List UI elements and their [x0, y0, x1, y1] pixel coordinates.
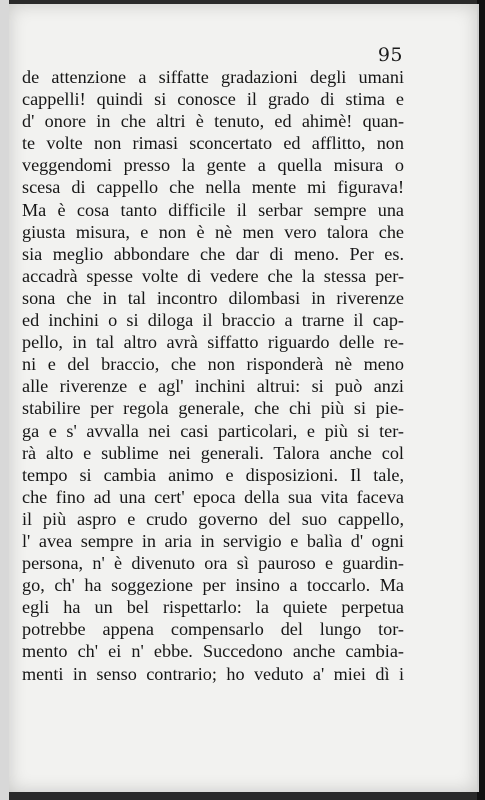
text-line: ed inchini o si diloga il braccio a trarne il cap-	[22, 310, 404, 331]
text-line: persona, n' è divenuto ora sì pauroso e guardin-	[22, 553, 404, 574]
text-line: sia meglio abbondare che dar di meno. Per es.	[22, 243, 404, 264]
text-line: scesa di cappello che nella mente mi figurava!	[22, 177, 404, 198]
text-line: menti in senso contrario; ho veduto a' miei dì i	[22, 663, 404, 684]
text-line: egli ha un bel rispettarlo: la quiete perpetua	[22, 597, 404, 618]
text-line: che fino ad una cert' epoca della sua vita faceva	[22, 486, 404, 507]
text-line: veggendomi presso la gente a quella misura o	[22, 155, 404, 176]
text-line: Ma è cosa tanto difficile il serbar sempre una	[22, 199, 404, 220]
text-line: ga e s' avvalla nei casi particolari, e più si ter-	[22, 420, 404, 441]
text-line: potrebbe appena compensarlo del lungo tor-	[22, 619, 404, 640]
text-line: te volte non rimasi sconcertato ed afflitto, non	[22, 133, 404, 154]
body-text	[22, 66, 404, 685]
text-line: de attenzione a siffatte gradazioni degli umani	[22, 67, 404, 87]
text-line: sona che in tal incontro dilombasi in riverenze	[22, 287, 404, 308]
text-line: accadrà spesse volte di vedere che la stessa per-	[22, 265, 404, 286]
text-line: rà alto e sublime nei generali. Talora anche col	[22, 442, 404, 463]
text-line: pello, in tal altro avrà siffatto riguardo delle re-	[22, 332, 404, 353]
text-line: ni e del braccio, che non risponderà nè meno	[22, 354, 404, 375]
text-line: d' onore in che altri è tenuto, ed ahimè! quan-	[22, 111, 404, 132]
text-line: l' avea sempre in aria in servigio e balìa d' ogni	[22, 530, 404, 551]
text-line: stabilire per regola generale, che chi più si pie-	[22, 398, 404, 419]
binding-edge-left	[0, 0, 9, 800]
text-line: tempo si cambia animo e disposizioni. Il tale,	[22, 464, 404, 485]
text-line: alle riverenze e agl' inchini altrui: si può anzi	[22, 376, 404, 397]
text-line: giusta misura, e non è nè men vero talora che	[22, 221, 404, 242]
page-number: 95	[377, 44, 403, 66]
text-line: cappelli! quindi si conosce il grado di stima e	[22, 89, 404, 110]
text-line: il più aspro e crudo governo del suo cappello,	[22, 508, 404, 529]
text-line: go, ch' ha soggezione per insino a toccarlo. Ma	[22, 575, 404, 596]
text-line: mento ch' ei n' ebbe. Succedono anche cambia-	[22, 641, 404, 662]
book-page	[9, 4, 479, 792]
